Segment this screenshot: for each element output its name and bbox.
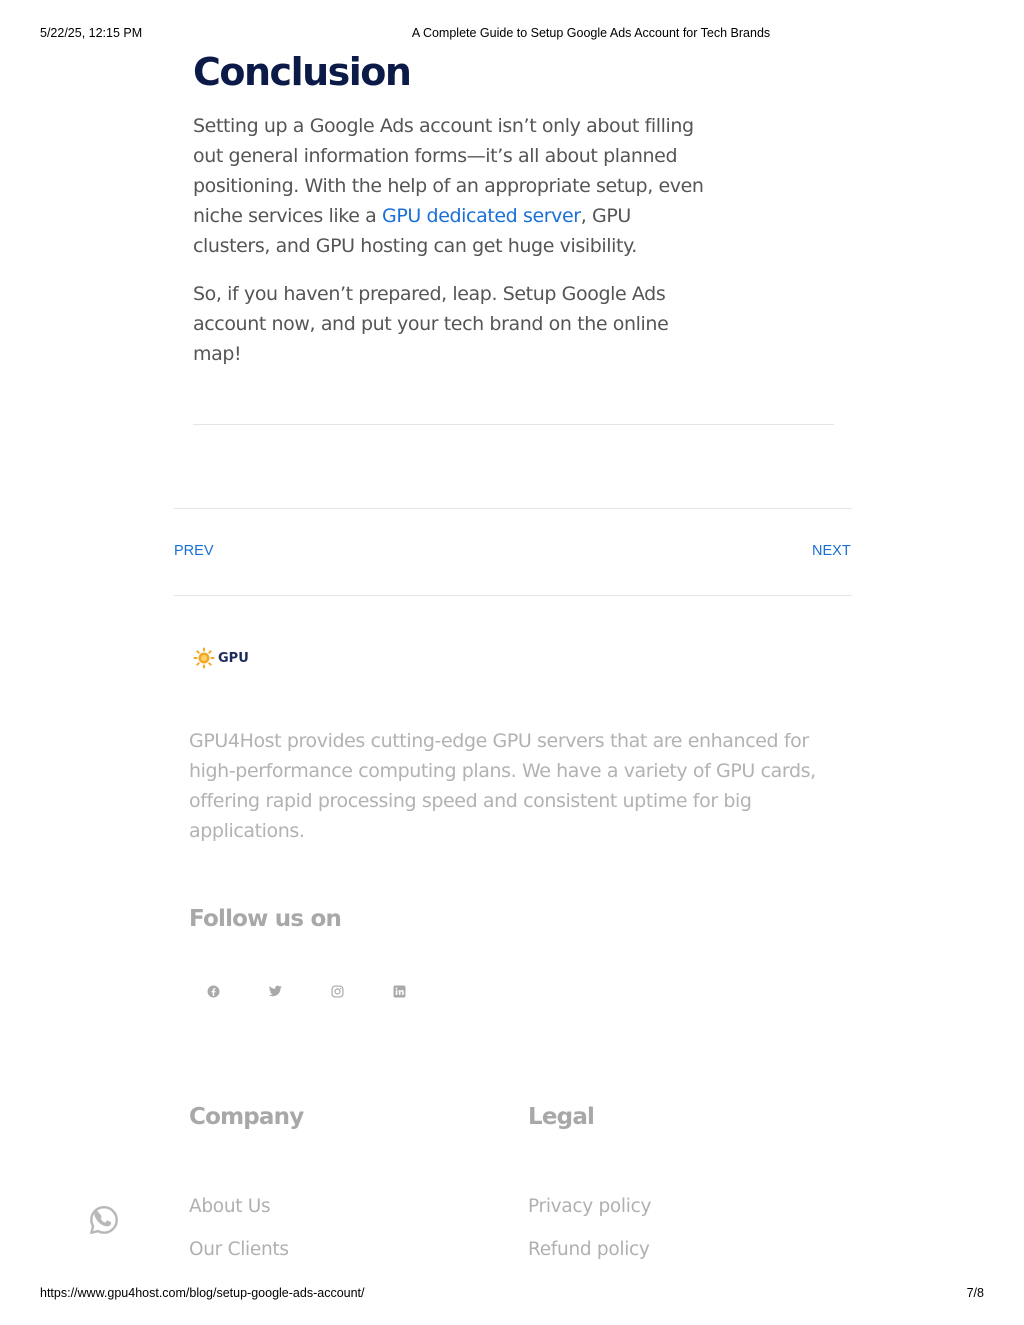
refund-policy-link[interactable]: Refund policy: [528, 1239, 650, 1260]
print-date: 5/22/25, 12:15 PM: [40, 26, 143, 40]
our-clients-link[interactable]: Our Clients: [189, 1239, 289, 1260]
instagram-link[interactable]: [324, 982, 386, 1000]
print-url: https://www.gpu4host.com/blog/setup-google-ads-account/: [40, 1286, 365, 1300]
conclusion-paragraph-2: So, if you haven’t prepared, leap. Setup Google Ads account now, and put your tech brand on the online map!: [193, 283, 669, 365]
sun-logo-icon: [193, 647, 215, 669]
follow-heading: Follow us on: [189, 906, 342, 932]
privacy-policy-link[interactable]: Privacy policy: [528, 1196, 652, 1217]
facebook-icon: [207, 985, 220, 998]
whatsapp-chat-button[interactable]: [88, 1204, 120, 1236]
legal-heading: Legal: [528, 1104, 595, 1130]
twitter-icon: [269, 985, 282, 997]
facebook-link[interactable]: [200, 982, 262, 1000]
logo-text: GPU: [218, 650, 249, 666]
print-title: A Complete Guide to Setup Google Ads Account for Tech Brands: [411, 26, 771, 40]
company-description: GPU4Host provides cutting-edge GPU servers that are enhanced for high-performance computing plans. We have a variety of GPU cards, offering rapid processing speed and consistent uptime for big applications.: [189, 730, 816, 842]
gpu-dedicated-server-link[interactable]: GPU dedicated server: [382, 205, 581, 227]
social-links: [200, 982, 448, 1000]
linkedin-link[interactable]: [386, 982, 448, 1000]
linkedin-icon: [393, 985, 406, 998]
paragraph-text: Setting up a Google Ads account isn’t only about filling out general information forms—it’s all about planned positioning. With the help of an appropriate setup, even niche services like a: [193, 115, 704, 227]
divider: [174, 508, 852, 509]
twitter-link[interactable]: [262, 982, 324, 1000]
section-heading: Conclusion: [193, 50, 411, 94]
paragraph-text: , GPU clusters, and GPU hosting can get huge visibility.: [193, 205, 637, 257]
print-page-number: 7/8: [966, 1286, 984, 1300]
footer-logo[interactable]: [193, 643, 249, 673]
prev-post-link[interactable]: PREV: [174, 543, 214, 559]
next-post-link[interactable]: NEXT: [812, 543, 851, 559]
divider: [193, 424, 834, 425]
divider: [174, 595, 852, 596]
conclusion-paragraph-1: [193, 111, 713, 261]
instagram-icon: [331, 985, 344, 998]
whatsapp-icon: [88, 1204, 120, 1236]
about-us-link[interactable]: About Us: [189, 1196, 271, 1217]
company-heading: Company: [189, 1104, 304, 1130]
